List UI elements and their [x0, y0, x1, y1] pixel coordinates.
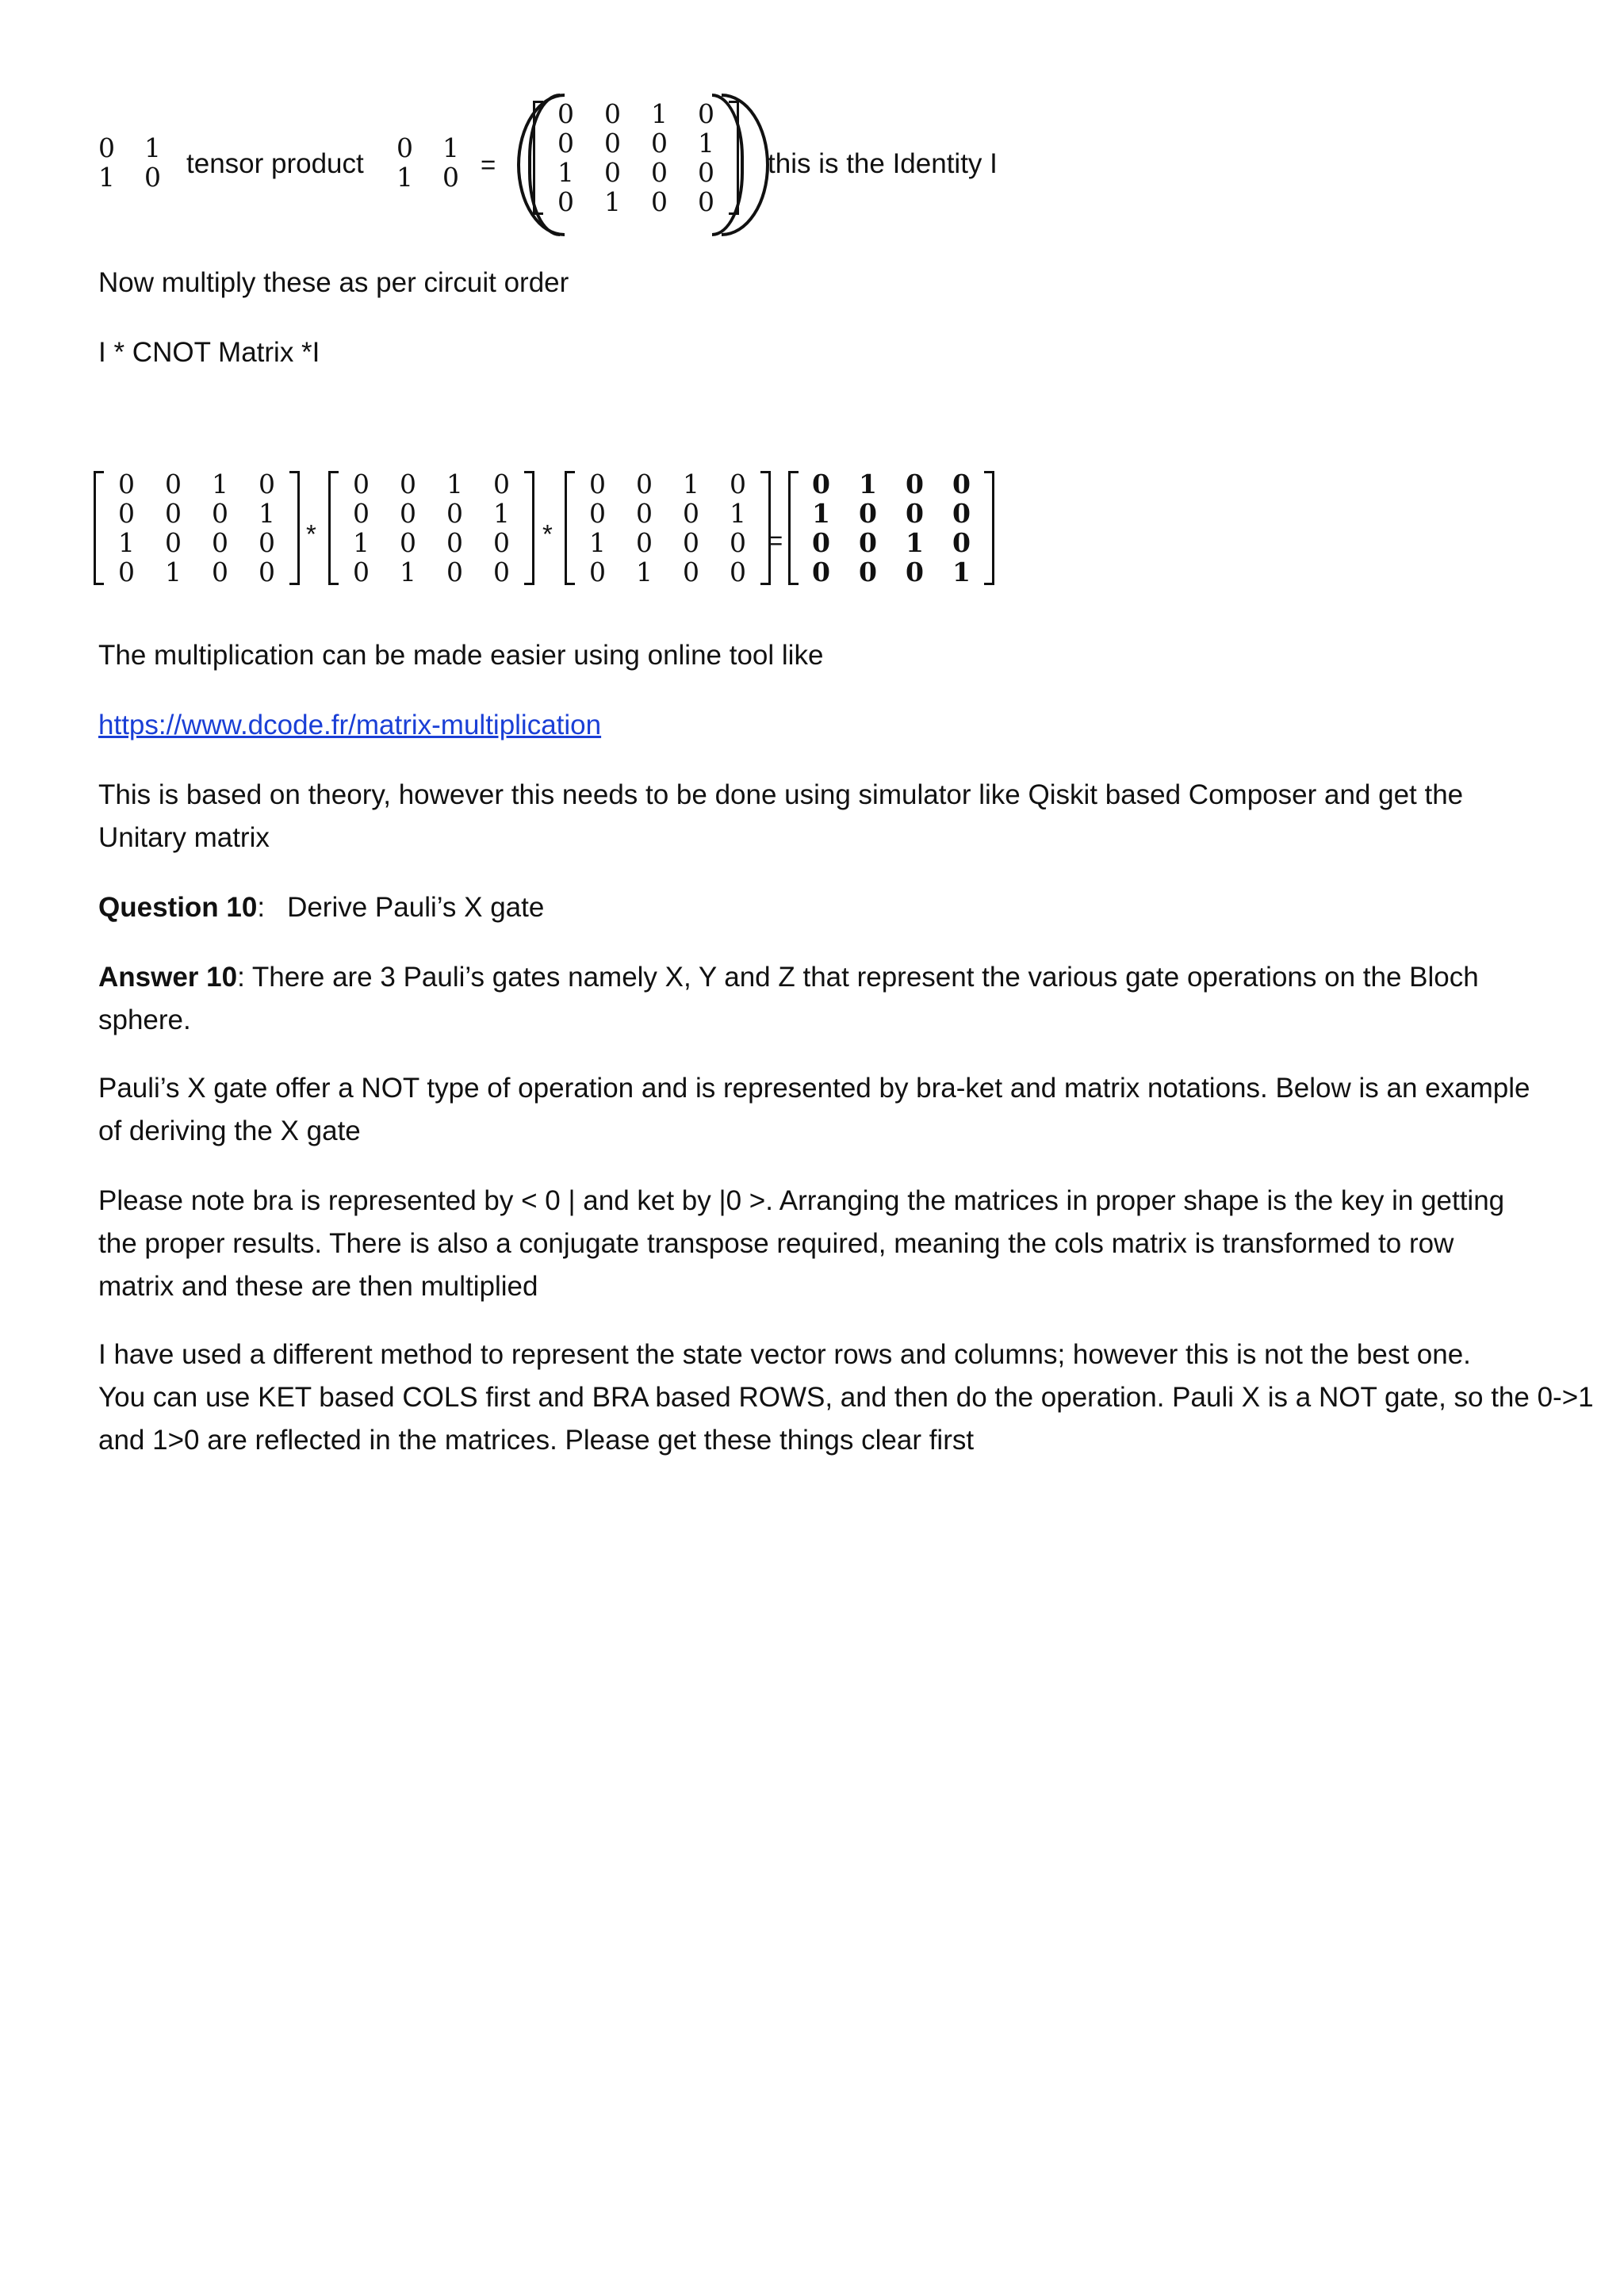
answer-text: : There are 3 Pauli’s gates namely X, Y and Z that represent the various gate operations on the Bloch: [237, 962, 1479, 993]
matrix-c: [565, 469, 771, 587]
matrix-cell: 0: [952, 498, 971, 529]
matrix-cell: 0: [906, 498, 924, 529]
answer-label: Answer 10: [98, 962, 238, 993]
matrix-cell: 0: [698, 98, 714, 129]
matrix-cell: 0: [952, 527, 971, 558]
matrix-cell: 0: [730, 527, 746, 558]
identity-note: this is the Identity I: [768, 148, 998, 179]
matrix-cell: 0: [98, 132, 115, 163]
answer-line-2: sphere.: [98, 1004, 191, 1035]
matrix-cell: 0: [165, 498, 182, 529]
multiply-sign: *: [542, 519, 553, 549]
matrix-cell: 0: [259, 469, 275, 499]
matrix-cell: 1: [730, 498, 746, 529]
matrix-cell: 1: [98, 162, 115, 193]
matrix-cell: 0: [698, 157, 714, 188]
matrix-b: [328, 469, 534, 587]
matrix-cell: 1: [493, 498, 510, 529]
dcode-link[interactable]: https://www.dcode.fr/matrix-multiplication: [98, 710, 602, 740]
method-paragraph-line-1: I have used a different method to represent the state vector rows and columns; however this is not the best one.: [98, 1339, 1471, 1370]
matrix-cell: 0: [557, 98, 574, 129]
result-matrix: [788, 469, 994, 587]
equals-sign: =: [481, 150, 496, 179]
matrix-cell: 0: [651, 128, 668, 159]
matrix-cell: 1: [812, 498, 830, 529]
matrix-cell: 0: [446, 498, 463, 529]
multiply-sign: *: [306, 519, 316, 549]
matrix-cell: 0: [165, 527, 182, 558]
matrix-cell: 1: [353, 527, 370, 558]
matrix-cell: 0: [812, 527, 830, 558]
equals-sign: =: [768, 526, 783, 555]
multiply-formula: I * CNOT Matrix *I: [98, 337, 320, 368]
matrix-cell: 0: [683, 527, 699, 558]
matrix-cell: 0: [812, 557, 830, 587]
matrix-cell: 0: [557, 186, 574, 217]
bra-paragraph-line-3: matrix and these are then multiplied: [98, 1271, 538, 1302]
matrix-cell: 1: [118, 527, 135, 558]
matrix-cell: 0: [442, 162, 459, 193]
matrix-cell: 0: [589, 469, 606, 499]
matrix-pauli-x-right: [396, 133, 488, 192]
bra-paragraph-line-2: the proper results. There is also a conjugate transpose required, meaning the cols matrix is transformed to row: [98, 1228, 1454, 1259]
matrix-cell: 0: [259, 557, 275, 587]
matrix-cell: 1: [144, 132, 161, 163]
matrix-cell: 0: [400, 527, 416, 558]
matrix-cell: 1: [906, 527, 924, 558]
matrix-cell: 1: [442, 132, 459, 163]
matrix-pauli-x-left: [98, 133, 190, 192]
matrix-cell: 0: [400, 469, 416, 499]
matrix-cell: 1: [859, 469, 877, 499]
matrix-cell: 0: [698, 186, 714, 217]
answer-line-1: [98, 956, 1479, 999]
matrix-cell: 0: [730, 469, 746, 499]
theory-line-2: Unitary matrix: [98, 822, 270, 853]
matrix-cell: 0: [952, 469, 971, 499]
matrix-cell: 1: [212, 469, 228, 499]
theory-line-1: This is based on theory, however this needs to be done using simulator like Qiskit based Composer and get the: [98, 779, 1464, 810]
tensor-result-matrix: [533, 99, 739, 216]
multiply-instruction: Now multiply these as per circuit order: [98, 267, 569, 298]
matrix-cell: 1: [604, 186, 621, 217]
matrix-cell: 0: [493, 527, 510, 558]
question-heading: [98, 886, 544, 929]
matrix-cell: 1: [589, 527, 606, 558]
tensor-product-label: tensor product: [186, 148, 364, 179]
matrix-cell: 0: [165, 469, 182, 499]
matrix-cell: 0: [859, 527, 877, 558]
matrix-cell: 0: [446, 557, 463, 587]
matrix-cell: 0: [859, 557, 877, 587]
matrix-cell: 1: [683, 469, 699, 499]
tool-intro-text: The multiplication can be made easier using online tool like: [98, 640, 824, 671]
matrix-cell: 1: [651, 98, 668, 129]
matrix-cell: 0: [906, 469, 924, 499]
matrix-cell: 1: [400, 557, 416, 587]
bra-paragraph-line-1: Please note bra is represented by < 0 | and ket by |0 >. Arranging the matrices in proper shape is the key in getting: [98, 1185, 1505, 1216]
method-paragraph-line-2: You can use KET based COLS first and BRA based ROWS, and then do the operation. Pauli X is a NOT gate, so the 0->1: [98, 1382, 1594, 1413]
matrix-cell: 0: [400, 498, 416, 529]
matrix-a: [94, 469, 300, 587]
matrix-cell: 1: [396, 162, 413, 193]
matrix-cell: 0: [557, 128, 574, 159]
matrix-cell: 0: [446, 527, 463, 558]
matrix-cell: 1: [446, 469, 463, 499]
matrix-cell: 1: [259, 498, 275, 529]
matrix-cell: 0: [118, 498, 135, 529]
question-separator: :: [257, 892, 266, 923]
matrix-cell: 0: [683, 557, 699, 587]
matrix-cell: 0: [604, 157, 621, 188]
matrix-cell: 0: [353, 469, 370, 499]
matrix-cell: 0: [636, 498, 653, 529]
matrix-cell: 0: [396, 132, 413, 163]
matrix-cell: 0: [589, 498, 606, 529]
question-text: Derive Pauli’s X gate: [287, 892, 545, 923]
matrix-cell: 0: [353, 498, 370, 529]
matrix-cell: 0: [730, 557, 746, 587]
matrix-cell: 0: [651, 186, 668, 217]
matrix-cell: 0: [683, 498, 699, 529]
matrix-cell: 0: [259, 527, 275, 558]
matrix-cell: 0: [604, 128, 621, 159]
matrix-cell: 0: [118, 557, 135, 587]
method-paragraph-line-3: and 1>0 are reflected in the matrices. Please get these things clear first: [98, 1425, 975, 1456]
matrix-cell: 0: [212, 498, 228, 529]
matrix-cell: 0: [493, 557, 510, 587]
matrix-cell: 0: [636, 469, 653, 499]
matrix-cell: 1: [636, 557, 653, 587]
matrix-cell: 0: [812, 469, 830, 499]
matrix-cell: 0: [118, 469, 135, 499]
matrix-cell: 1: [557, 157, 574, 188]
right-outer-parenthesis: [722, 94, 769, 236]
matrix-cell: 0: [651, 157, 668, 188]
pauli-paragraph-line-2: of deriving the X gate: [98, 1115, 361, 1146]
pauli-paragraph-line-1: Pauli’s X gate offer a NOT type of operation and is represented by bra-ket and matrix notations. Below is an example: [98, 1073, 1530, 1104]
matrix-cell: 0: [604, 98, 621, 129]
matrix-cell: 0: [353, 557, 370, 587]
matrix-cell: 0: [906, 557, 924, 587]
matrix-cell: 1: [952, 557, 971, 587]
matrix-cell: 1: [698, 128, 714, 159]
matrix-cell: 0: [493, 469, 510, 499]
matrix-cell: 0: [212, 557, 228, 587]
matrix-cell: 1: [165, 557, 182, 587]
question-label: Question 10: [98, 892, 258, 923]
matrix-cell: 0: [212, 527, 228, 558]
matrix-cell: 0: [144, 162, 161, 193]
matrix-cell: 0: [636, 527, 653, 558]
matrix-cell: 0: [859, 498, 877, 529]
matrix-cell: 0: [589, 557, 606, 587]
